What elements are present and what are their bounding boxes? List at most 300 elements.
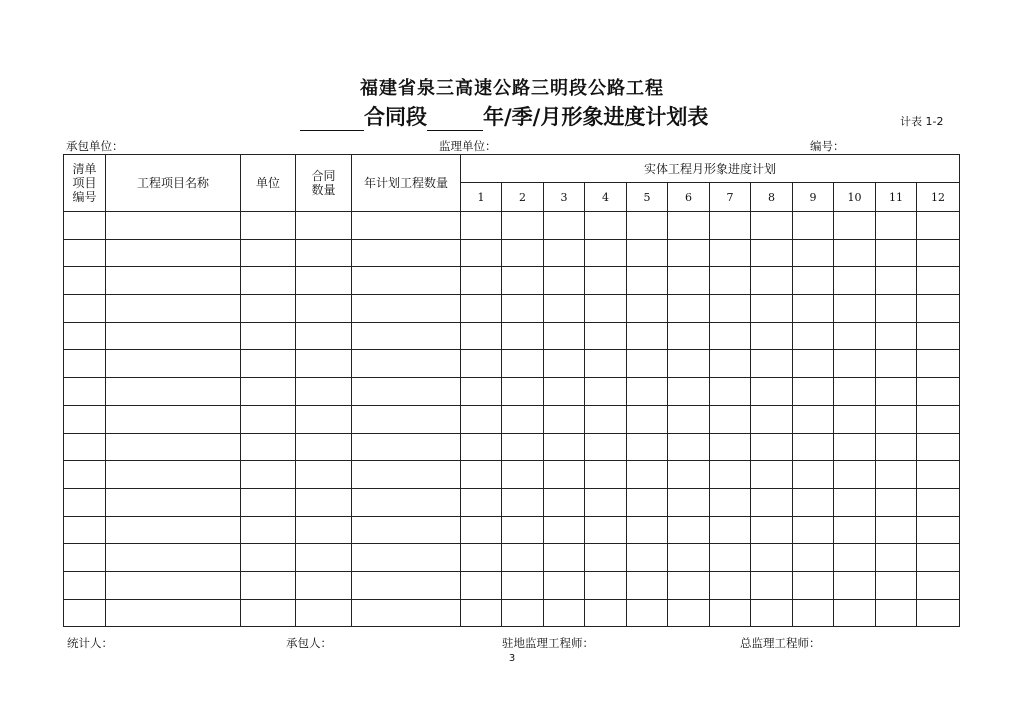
table-cell [627,571,668,599]
table-cell [917,544,960,572]
table-cell [751,488,793,516]
table-cell [917,295,960,323]
table-cell [627,433,668,461]
table-cell [461,267,502,295]
table-row [64,378,960,406]
table-cell [917,350,960,378]
table-cell [917,212,960,240]
table-cell [710,239,751,267]
progress-plan-table [63,154,960,627]
table-cell [106,516,241,544]
table-row [64,488,960,516]
table-cell [64,239,106,267]
table-cell [64,599,106,627]
month-header-11: 11 [876,183,917,212]
table-cell [585,212,627,240]
table-cell [502,433,544,461]
month-header-12: 12 [917,183,960,212]
table-cell [544,461,585,489]
table-body [64,212,960,627]
table-cell [106,295,241,323]
table-cell [876,405,917,433]
table-cell [461,322,502,350]
table-cell [876,461,917,489]
table-cell [793,599,834,627]
table-cell [627,461,668,489]
table-cell [876,571,917,599]
table-cell [710,212,751,240]
table-cell [461,378,502,406]
table-cell [64,516,106,544]
table-row [64,239,960,267]
table-cell [502,295,544,323]
table-cell [106,350,241,378]
table-cell [834,350,876,378]
table-cell [668,544,710,572]
table-cell [296,212,352,240]
table-cell [296,405,352,433]
table-cell [461,212,502,240]
header-annual-qty: 年计划工程数量 [352,155,461,212]
table-cell [917,433,960,461]
table-cell [241,461,296,489]
table-cell [751,212,793,240]
supervisor-label: 监理单位： [439,139,497,153]
table-cell [751,433,793,461]
table-cell [834,239,876,267]
table-cell [106,322,241,350]
org-title: 福建省泉三高速公路三明段公路工程 [360,78,664,99]
month-header-4: 4 [585,183,627,212]
table-cell [64,544,106,572]
table-cell [64,488,106,516]
table-cell [627,267,668,295]
table-cell [751,322,793,350]
table-cell [793,267,834,295]
table-cell [668,322,710,350]
table-cell [627,212,668,240]
table-cell [544,295,585,323]
table-cell [241,322,296,350]
header-contract-qty-text: 合同 数量 [311,169,336,197]
table-cell [668,433,710,461]
table-cell [502,212,544,240]
table-cell [876,322,917,350]
table-cell [461,461,502,489]
table-cell [106,544,241,572]
table-cell [917,239,960,267]
table-cell [544,350,585,378]
table-cell [241,488,296,516]
table-cell [917,378,960,406]
table-cell [876,599,917,627]
table-cell [585,433,627,461]
table-cell [627,488,668,516]
table-cell [296,322,352,350]
table-cell [793,295,834,323]
table-cell [352,488,461,516]
table-row [64,544,960,572]
form-code: 计表 1-2 [900,115,944,128]
table-row [64,461,960,489]
document-title [300,101,740,131]
table-cell [710,295,751,323]
table-row [64,516,960,544]
table-cell [834,322,876,350]
resident-engineer-label: 驻地监理工程师： [502,636,594,650]
header-item-no-text: 清单 项目 编号 [72,162,97,204]
statistician-label: 统计人： [67,636,113,650]
table-cell [241,212,296,240]
table-cell [296,295,352,323]
table-cell [793,488,834,516]
table-cell [710,433,751,461]
table-cell [106,461,241,489]
table-row [64,405,960,433]
table-cell [296,544,352,572]
table-cell [627,350,668,378]
table-cell [352,378,461,406]
table-cell [296,378,352,406]
table-cell [751,571,793,599]
table-cell [502,322,544,350]
table-cell [64,212,106,240]
table-cell [544,516,585,544]
table-cell [64,350,106,378]
table-cell [834,571,876,599]
table-cell [64,267,106,295]
table-cell [461,433,502,461]
table-cell [585,378,627,406]
title-part-contract-section: 合同段 [364,104,427,129]
header-item-no [64,155,106,212]
table-cell [352,461,461,489]
table-cell [106,488,241,516]
table-cell [106,212,241,240]
table-cell [502,516,544,544]
table-cell [544,239,585,267]
table-cell [502,571,544,599]
table-cell [585,544,627,572]
table-cell [710,544,751,572]
table-cell [917,405,960,433]
table-cell [502,405,544,433]
table-cell [106,433,241,461]
table-cell [544,433,585,461]
table-cell [502,378,544,406]
table-cell [876,350,917,378]
table-cell [241,516,296,544]
table-cell [627,322,668,350]
table-cell [296,516,352,544]
table-cell [585,322,627,350]
table-cell [352,350,461,378]
table-cell [544,599,585,627]
table-cell [241,239,296,267]
table-cell [461,571,502,599]
table-cell [793,405,834,433]
table-row [64,433,960,461]
table-cell [710,571,751,599]
table-cell [793,433,834,461]
table-cell [352,295,461,323]
table-cell [64,571,106,599]
table-cell [544,544,585,572]
table-cell [834,267,876,295]
table-cell [668,239,710,267]
table-cell [710,488,751,516]
table-cell [876,516,917,544]
table-cell [668,295,710,323]
table-cell [751,267,793,295]
table-cell [296,571,352,599]
month-header-2: 2 [502,183,544,212]
table-cell [106,267,241,295]
month-header-9: 9 [793,183,834,212]
table-cell [241,571,296,599]
table-cell [461,295,502,323]
table-cell [793,322,834,350]
table-cell [751,599,793,627]
table-cell [585,599,627,627]
table-cell [296,461,352,489]
table-cell [917,488,960,516]
table-cell [668,461,710,489]
table-cell [668,516,710,544]
table-cell [627,295,668,323]
table-cell [834,433,876,461]
table-cell [461,488,502,516]
table-cell [585,488,627,516]
table-cell [352,405,461,433]
table-cell [544,322,585,350]
table-cell [668,488,710,516]
table-cell [241,405,296,433]
table-cell [64,405,106,433]
table-cell [834,461,876,489]
table-cell [106,378,241,406]
table-cell [876,267,917,295]
number-label: 编号： [810,139,845,153]
table-cell [64,461,106,489]
table-cell [627,378,668,406]
table-cell [502,461,544,489]
table-row [64,599,960,627]
table-cell [668,378,710,406]
table-cell [585,239,627,267]
table-cell [241,350,296,378]
table-cell [461,405,502,433]
table-cell [793,378,834,406]
table-cell [461,239,502,267]
table-cell [352,212,461,240]
table-cell [64,295,106,323]
table-cell [106,599,241,627]
table-cell [751,516,793,544]
table-cell [585,516,627,544]
table-cell [876,295,917,323]
table-cell [461,544,502,572]
table-cell [917,322,960,350]
table-cell [502,544,544,572]
table-row [64,212,960,240]
table-cell [793,544,834,572]
table-row [64,571,960,599]
table-cell [627,516,668,544]
table-cell [834,405,876,433]
table-cell [352,267,461,295]
table-cell [876,433,917,461]
table-cell [461,516,502,544]
table-cell [876,212,917,240]
table-cell [876,544,917,572]
table-cell [793,239,834,267]
month-header-5: 5 [627,183,668,212]
contractor-person-label: 承包人： [286,636,332,650]
table-cell [751,544,793,572]
table-cell [710,322,751,350]
table-cell [710,378,751,406]
title-part-plan: 年/季/月形象进度计划表 [483,104,709,129]
table-cell [793,461,834,489]
table-cell [834,599,876,627]
contractor-label: 承包单位： [66,139,124,153]
table-cell [352,322,461,350]
table-cell [627,544,668,572]
header-monthly-plan: 实体工程月形象进度计划 [461,155,960,183]
table-cell [502,350,544,378]
month-header-8: 8 [751,183,793,212]
table-cell [793,571,834,599]
table-cell [352,544,461,572]
table-cell [296,350,352,378]
table-cell [352,239,461,267]
table-cell [106,405,241,433]
table-cell [710,350,751,378]
table-cell [917,267,960,295]
table-cell [793,350,834,378]
table-cell [585,267,627,295]
table-cell [793,212,834,240]
table-cell [917,516,960,544]
table-cell [106,239,241,267]
table-cell [585,405,627,433]
table-cell [710,516,751,544]
table-cell [751,295,793,323]
table-cell [461,599,502,627]
table-cell [834,544,876,572]
table-cell [585,571,627,599]
table-cell [793,516,834,544]
table-cell [241,544,296,572]
table-cell [876,239,917,267]
table-cell [668,350,710,378]
table-cell [710,267,751,295]
table-cell [241,267,296,295]
table-cell [585,350,627,378]
month-header-7: 7 [710,183,751,212]
table-cell [502,599,544,627]
table-cell [627,405,668,433]
table-cell [834,295,876,323]
table-cell [710,599,751,627]
table-cell [241,599,296,627]
table-cell [834,378,876,406]
table-cell [585,295,627,323]
table-cell [585,461,627,489]
table-cell [917,571,960,599]
table-cell [751,378,793,406]
table-cell [751,405,793,433]
year-blank [427,108,483,131]
table-row [64,350,960,378]
month-header-3: 3 [544,183,585,212]
table-cell [751,239,793,267]
table-cell [296,488,352,516]
chief-engineer-label: 总监理工程师： [740,636,821,650]
table-cell [668,571,710,599]
table-cell [876,378,917,406]
table-cell [352,599,461,627]
table-cell [461,350,502,378]
table-cell [544,267,585,295]
table-row [64,322,960,350]
table-cell [627,239,668,267]
table-cell [917,461,960,489]
table-cell [352,571,461,599]
table-cell [544,212,585,240]
table-cell [296,599,352,627]
table-cell [64,378,106,406]
table-cell [296,267,352,295]
table-cell [668,267,710,295]
table-cell [834,488,876,516]
table-cell [710,405,751,433]
month-header-1: 1 [461,183,502,212]
header-contract-qty [296,155,352,212]
table-cell [352,516,461,544]
contract-section-blank [300,108,364,131]
month-header-10: 10 [834,183,876,212]
header-item-name: 工程项目名称 [106,155,241,212]
month-header-6: 6 [668,183,710,212]
table-cell [668,212,710,240]
table-cell [627,599,668,627]
table-cell [544,488,585,516]
table-cell [241,433,296,461]
page-number: 3 [508,653,516,664]
table-cell [64,433,106,461]
table-cell [502,488,544,516]
table-cell [241,295,296,323]
table-cell [876,488,917,516]
table-cell [751,350,793,378]
table-cell [834,516,876,544]
table-cell [64,322,106,350]
table-cell [834,212,876,240]
table-cell [544,571,585,599]
table-cell [544,378,585,406]
table-cell [668,405,710,433]
table-cell [502,239,544,267]
table-cell [710,461,751,489]
table-row [64,267,960,295]
table-cell [502,267,544,295]
table-cell [751,461,793,489]
table-cell [917,599,960,627]
table-cell [296,433,352,461]
table-row [64,295,960,323]
